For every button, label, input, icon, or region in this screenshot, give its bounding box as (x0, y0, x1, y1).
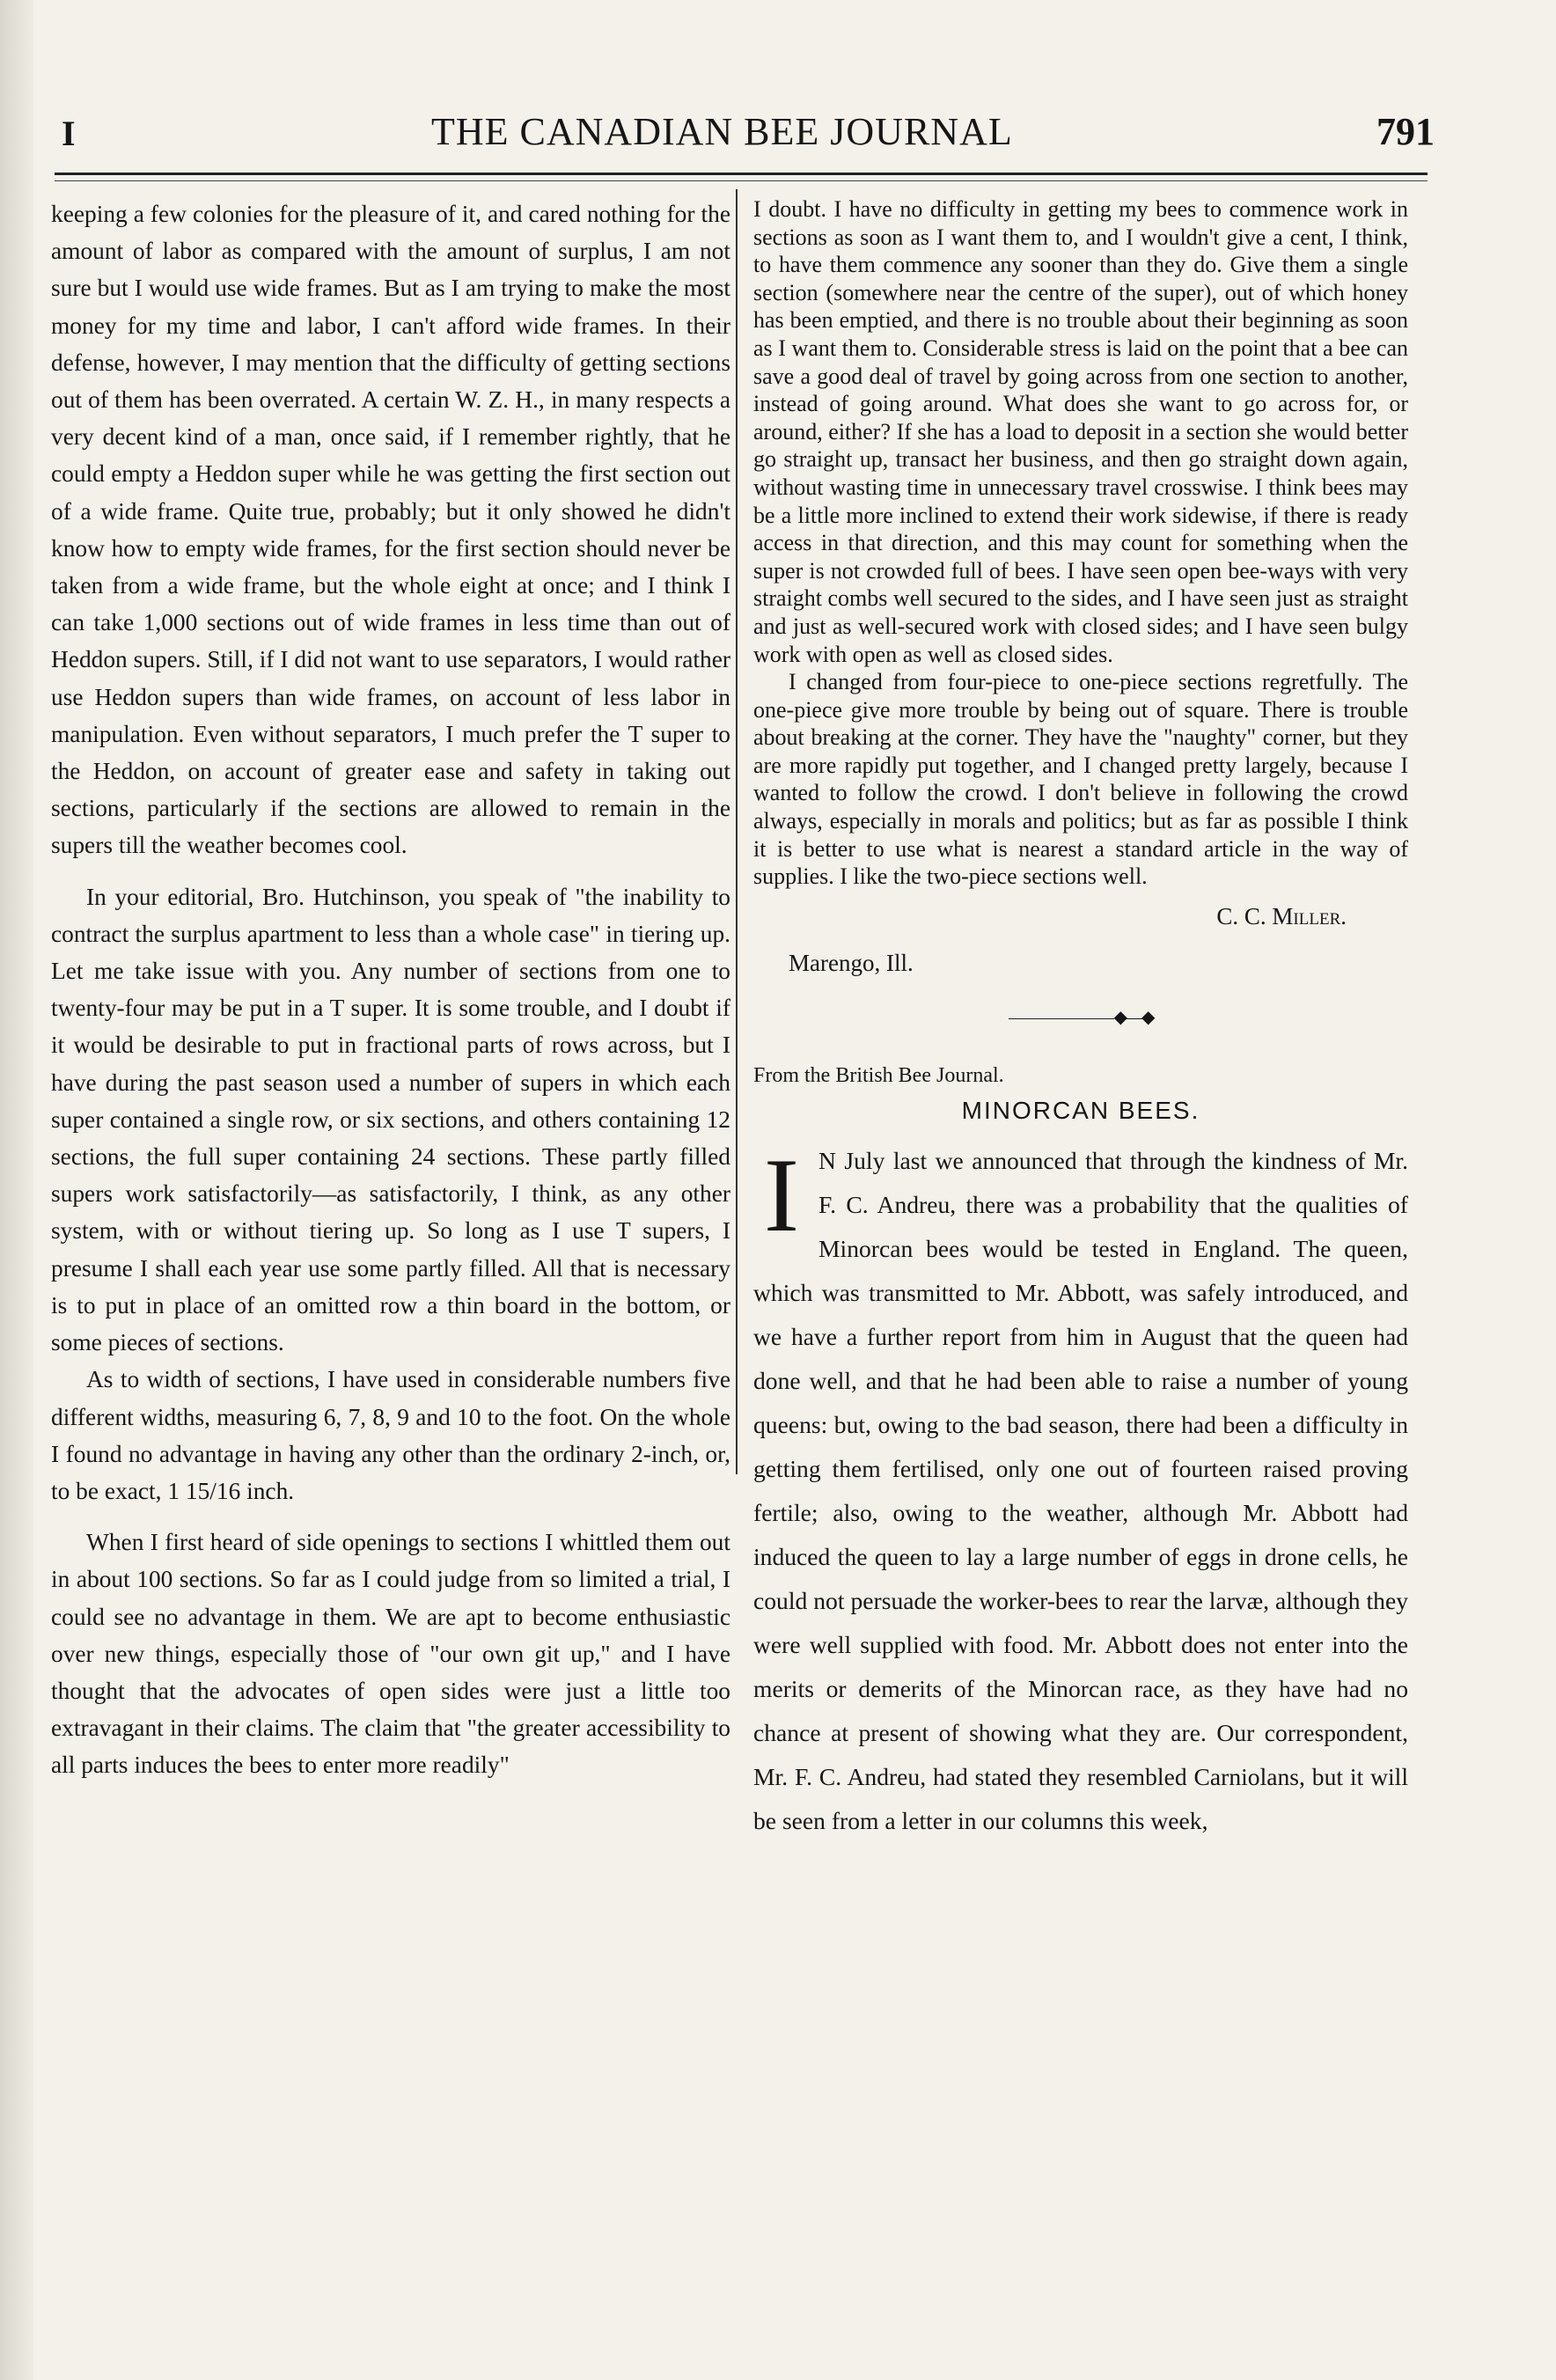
article-title: MINORCAN BEES. (961, 1097, 1200, 1125)
drop-cap-initial: I (764, 1135, 799, 1253)
source-line: From the British Bee Journal. (753, 1063, 1004, 1087)
header-rule (55, 173, 1428, 175)
left-column (51, 195, 730, 1784)
author-location: Marengo, Ill. (789, 950, 914, 977)
left-paragraph: In your editorial, Bro. Hutchinson, you speak of "the inability to contract the surplus apartment to less than a whole case" in tiering up. Let me take issue with you. Any number of sections from one to twenty-four may be put in a T super. It is some trouble, and I doubt if it would be desirable to put in fractional parts of rows across, but I have during the past season used a number of supers in which each super contained a single row, or six sections, and others containing 12 sections, the full super containing 24 sections. These partly filled supers work satisfactorily—as satisfactorily, I think, as any other system, with or without tiering up. So long as I use T supers, I presume I shall each year use some partly filled. All that is necessary is to put in place of an omitted row a thin board in the bottom, or some pieces of sections. (51, 883, 730, 1356)
ornament-glyph: ◆—◆ (1113, 1008, 1154, 1028)
right-column (753, 195, 1408, 1843)
page-header (62, 104, 1435, 165)
right-paragraph: I doubt. I have no difficulty in getting my bees to commence work in sections as soon as I want them to, and I wouldn't give a cent, I think, to have them commence any sooner than they do. Give them a single section (somewhere near the centre of the super), out of which honey has been emptied, and there is no trouble about their beginning as soon as I want them to. Considerable stress is laid on the point that a bee can save a good deal of travel by going across from one section to another, instead of going around. What does she want to go across for, or around, either? If she has a load to deposit in a section she would better go straight up, transact her business, and then go straight down again, without wasting time in unnecessary travel crosswise. I think bees may be a little more inclined to extend their work sidewise, if there is ready access in that direction, and this may count for something when the super is not crowded full of bees. I have seen open bee-ways with very straight combs well secured to the sides, and I have seen just as straight and just as well-secured work with closed sides; and I have seen bulgy work with open as well as closed sides. (753, 196, 1408, 667)
column-divider (736, 189, 738, 1474)
left-paragraph: When I first heard of side openings to sections I whittled them out in about 100 sections. So far as I could judge from so limited a trial, I could see no advantage in them. We are apt to become enthusiastic over new things, especially those of "our own git up," and I have thought that the advocates of open sides were just a little too extravagant in their claims. The claim that "the greater accessibility to all parts induces the bees to enter more readily" (51, 1529, 730, 1779)
ornament-line-left (1009, 1018, 1114, 1019)
folio-mark: I (62, 114, 76, 153)
left-paragraph: As to width of sections, I have used in considerable numbers five different widths, measuring 6, 7, 8, 9 and 10 to the foot. On the whole I found no advantage in having any other than the ordinary 2-inch, or, to be exact, 1 15/16 inch. (51, 1366, 730, 1504)
page-spine-shadow (0, 0, 33, 2380)
running-title: THE CANADIAN BEE JOURNAL (431, 110, 1013, 153)
author-signature: C. C. Miller. (1216, 902, 1347, 929)
article-body (753, 1135, 1408, 1843)
header-rule-thin (55, 180, 1428, 181)
left-paragraph: keeping a few colonies for the pleasure of it, and cared nothing for the amount of labor as compared with the amount of surplus, I am not sure but I would use wide frames. But as I am trying to make the most money for my time and labor, I can't afford wide frames. In their defense, however, I may mention that the difficulty of getting sections out of them has been overrated. A certain W. Z. H., in many respects a very decent kind of a man, once said, if I remember rightly, that he could empty a Heddon super while he was getting the first section out of a wide frame. Quite true, probably; but it only showed he didn't know how to empty wide frames, for the first section should never be taken from a wide frame, but the whole eight at once; and I think I can take 1,000 sections out of wide frames in less time than out of Heddon supers. Still, if I did not want to use separators, I would rather use Heddon supers than wide frames, on account of less labor in manipulation. Even without separators, I much prefer the T super to the Heddon, on account of greater ease and safety in taking out sections, particularly if the sections are allowed to remain in the supers till the weather becomes cool. (51, 201, 730, 859)
page-number: 791 (1376, 110, 1435, 153)
article-text: N July last we announced that through the kindness of Mr. F. C. Andreu, there was a probability that the qualities of Minorcan bees would be tested in England. The queen, which was transmitted to Mr. Abbott, was safely introduced, and we have a further report from him in August that the queen had done well, and that he had been able to raise a number of young queens: but, owing to the bad season, there had been a difficulty in getting them fertilised, only one out of fourteen raised proving fertile; also, owing to the weather, although Mr. Abbott had induced the queen to lay a large number of eggs in drone cells, he could not persuade the worker-bees to rear the larvæ, although they were well supplied with food. Mr. Abbott does not enter into the merits or demerits of the Minorcan race, as they have had no chance at present of showing what they are. Our correspondent, Mr. F. C. Andreu, had stated they resembled Carniolans, but it will be seen from a letter in our columns this week, (753, 1146, 1408, 1834)
right-paragraph: I changed from four-piece to one-piece sections regretfully. The one-piece give more trouble by being out of square. There is trouble about breaking at the corner. They have the "naughty" corner, but they are more rapidly put together, and I changed pretty largely, because I wanted to follow the crowd. I don't believe in following the crowd always, especially in morals and politics; but as far as possible I think it is better to use what is nearest a standard article in the way of supplies. I like the two-piece sections well. (753, 669, 1408, 890)
section-ornament (753, 1004, 1408, 1032)
